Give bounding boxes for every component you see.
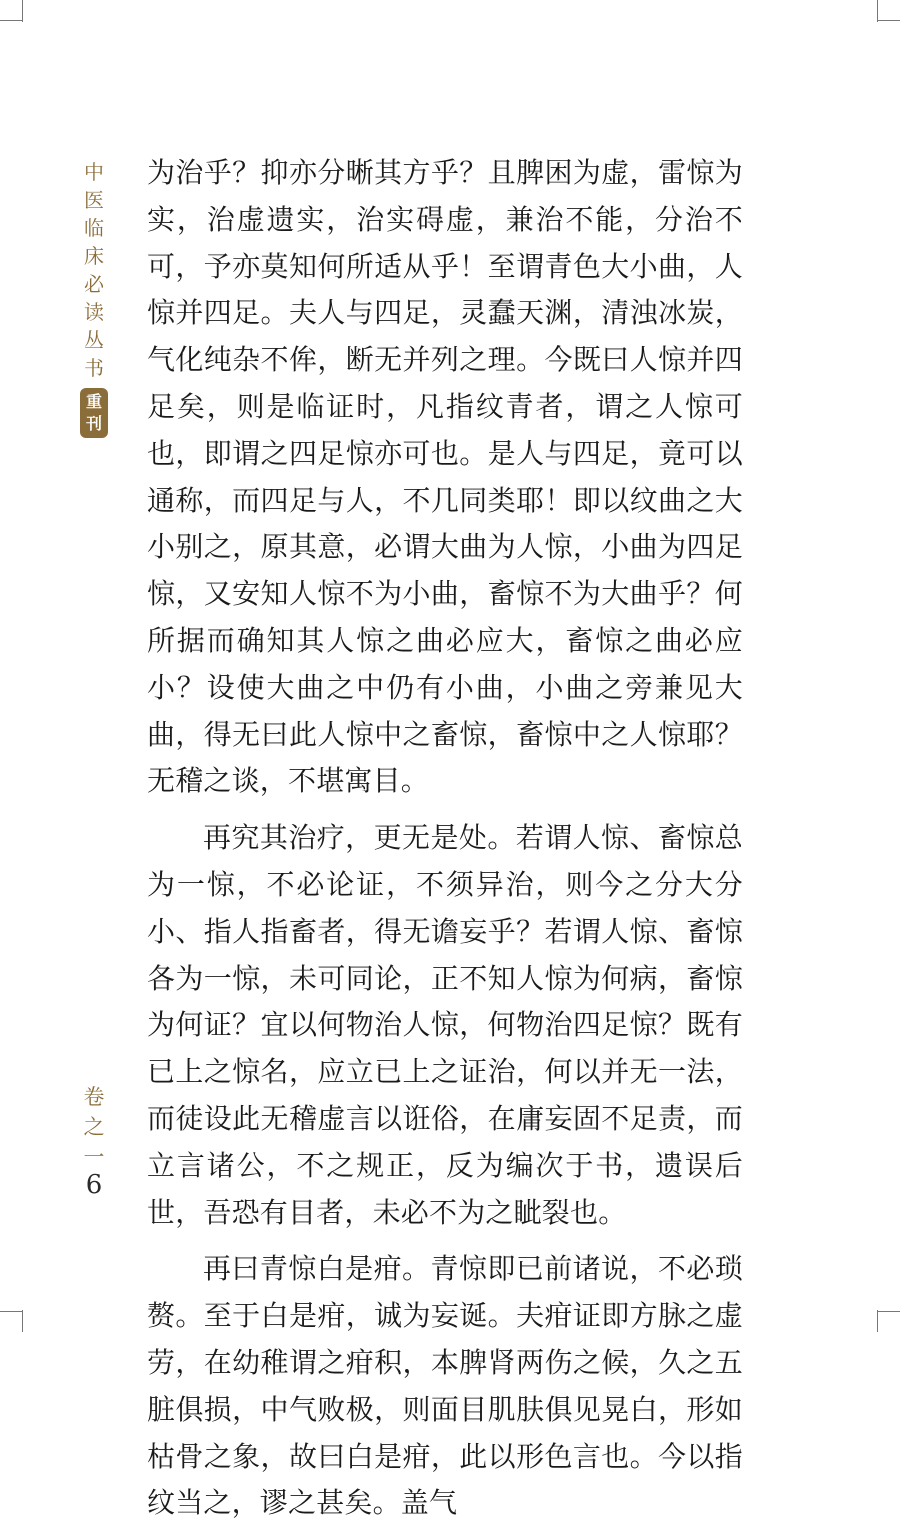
series-title-char: 读 bbox=[84, 300, 104, 324]
series-title-char: 医 bbox=[84, 188, 104, 212]
volume-label-vertical bbox=[80, 1082, 108, 1172]
crop-mark bbox=[877, 1310, 878, 1332]
series-title-char: 床 bbox=[84, 244, 104, 268]
series-title-vertical bbox=[80, 158, 108, 438]
page-number: 6 bbox=[85, 1170, 103, 1200]
series-title-char: 书 bbox=[84, 356, 104, 380]
volume-char: 卷 bbox=[83, 1085, 105, 1109]
volume-char: 之 bbox=[83, 1115, 105, 1139]
crop-mark bbox=[878, 20, 900, 21]
crop-mark bbox=[0, 1311, 22, 1312]
crop-mark bbox=[0, 20, 22, 21]
series-title-char: 中 bbox=[84, 160, 104, 184]
seal-char: 重 bbox=[85, 392, 102, 411]
crop-mark bbox=[22, 0, 23, 22]
body-text bbox=[147, 150, 743, 1527]
paragraph: 再曰青惊白是疳。青惊即已前诸说，不必琐赘。至于白是疳，诚为妄诞。夫疳证即方脉之虚劳，在幼稚谓之疳积，本脾肾两伤之候，久之五脏俱损，中气败极，则面目肌肤俱见晃白，形如枯骨之象，故曰白是疳，此以形色言也。今以指纹当之，谬之甚矣。盖气 bbox=[147, 1252, 743, 1520]
volume-char: 一 bbox=[83, 1145, 105, 1169]
series-title-char: 必 bbox=[84, 272, 104, 296]
crop-mark bbox=[877, 0, 878, 22]
seal-char: 刊 bbox=[85, 414, 102, 433]
series-title-char: 临 bbox=[84, 216, 104, 240]
reprint-seal bbox=[80, 388, 108, 438]
crop-mark bbox=[878, 1311, 900, 1312]
paragraph: 为治乎？抑亦分晰其方乎？且脾困为虚，雷惊为实，治虚遗实，治实碍虚，兼治不能，分治不可，予亦莫知何所适从乎！至谓青色大小曲，人惊并四足。夫人与四足，灵蠢天渊，清浊冰炭，气化纯杂不侔，断无并列之理。今既曰人惊并四足矣，则是临证时，凡指纹青者，谓之人惊可也，即谓之四足惊亦可也。是人与四足，竟可以通称，而四足与人，不几同类耶！即以纹曲之大小别之，原其意，必谓大曲为人惊，小曲为四足惊，又安知人惊不为小曲，畜惊不为大曲乎？何所据而确知其人惊之曲必应大，畜惊之曲必应小？设使大曲之中仍有小曲，小曲之旁兼见大曲，得无曰此人惊中之畜惊，畜惊中之人惊耶？无稽之谈，不堪寓目。 bbox=[147, 156, 743, 798]
crop-mark bbox=[22, 1310, 23, 1332]
series-title-char: 丛 bbox=[84, 328, 104, 352]
paragraph: 再究其治疗，更无是处。若谓人惊、畜惊总为一惊，不必论证，不须异治，则今之分大分小、指人指畜者，得无谵妄乎？若谓人惊、畜惊各为一惊，未可同论，正不知人惊为何病，畜惊为何证？宜以何物治人惊，何物治四足惊？既有已上之惊名，应立已上之证治，何以并无一法，而徒设此无稽虚言以诳俗，在庸妄固不足责，而立言诸公，不之规正，反为编次于书，遗误后世，吾恐有目者，未必不为之眦裂也。 bbox=[147, 821, 743, 1229]
